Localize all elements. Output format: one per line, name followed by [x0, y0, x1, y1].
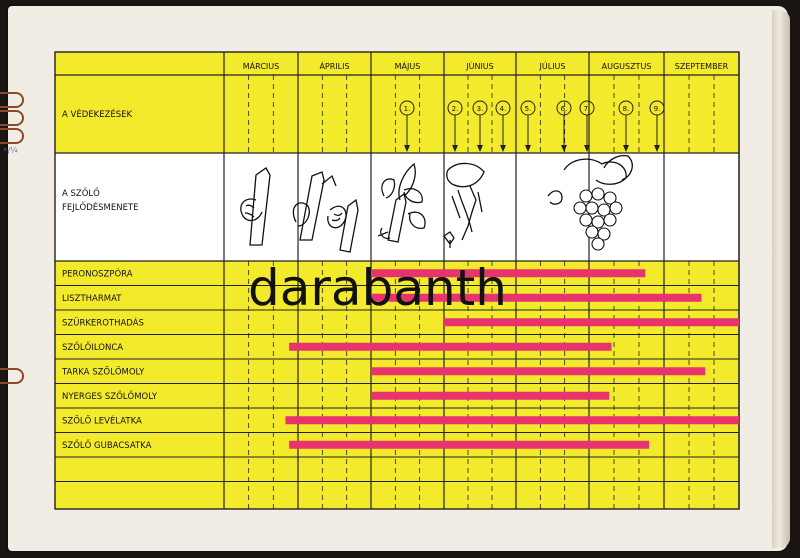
pest-period-bar [371, 392, 609, 400]
treatment-number: 7. [583, 105, 591, 113]
pest-label: NYERGES SZŐLŐMOLY [62, 391, 158, 402]
pest-period-bar [371, 367, 705, 375]
grape-berry [592, 188, 604, 200]
month-header: ÁPRILIS [319, 62, 350, 71]
month-header: JÚLIUS [539, 62, 566, 71]
treatment-number: 1. [403, 105, 411, 113]
grape-berry [604, 214, 616, 226]
development-label-line1: A SZŐLŐ [62, 189, 100, 199]
grape-berry [580, 190, 592, 202]
pest-period-bar [289, 441, 649, 449]
treatment-number: 3. [476, 105, 484, 113]
pest-label: SZŐLŐILONCA [62, 342, 124, 353]
grape-berry [610, 202, 622, 214]
pest-label: SZŐLŐ LEVÉLATKA [62, 416, 142, 427]
pest-label: PERONOSZPÓRA [62, 269, 133, 280]
grape-berry [586, 202, 598, 214]
grape-berry [586, 226, 598, 238]
development-row-background [55, 153, 739, 261]
treatment-number: 2. [451, 105, 459, 113]
watermark: darabanth [248, 259, 507, 317]
pest-period-bar [285, 416, 739, 424]
pest-label: TARKA SZŐLŐMOLY [62, 367, 145, 378]
grape-berry [580, 214, 592, 226]
pest-period-bar [289, 343, 611, 351]
month-header: AUGUSZTUS [601, 62, 652, 71]
treatment-number: 8. [622, 105, 630, 113]
month-header: MÁRCIUS [242, 62, 280, 71]
pest-period-bar [444, 318, 739, 326]
treatment-number: 5. [524, 105, 532, 113]
month-header: MÁJUS [394, 62, 421, 71]
month-header: JÚNIUS [466, 62, 494, 71]
month-header: SZEPTEMBER [674, 62, 729, 71]
treatment-number: 4. [499, 105, 507, 113]
pest-label: LISZTHARMAT [62, 293, 122, 304]
protection-label: A VÉDEKEZÉSEK [62, 110, 133, 120]
pest-label: SZŐLŐ GUBACSATKA [62, 440, 152, 451]
treatment-number: 9. [653, 105, 661, 113]
grape-berry [592, 238, 604, 250]
development-label-line2: FEJLŐDÉSMENETE [62, 203, 139, 213]
handwritten-note: ᵇ/¼ [3, 145, 19, 156]
grape-berry [574, 202, 586, 214]
pest-label: SZÜRKEROTHADÁS [62, 318, 144, 329]
treatment-number: 6. [560, 105, 568, 113]
